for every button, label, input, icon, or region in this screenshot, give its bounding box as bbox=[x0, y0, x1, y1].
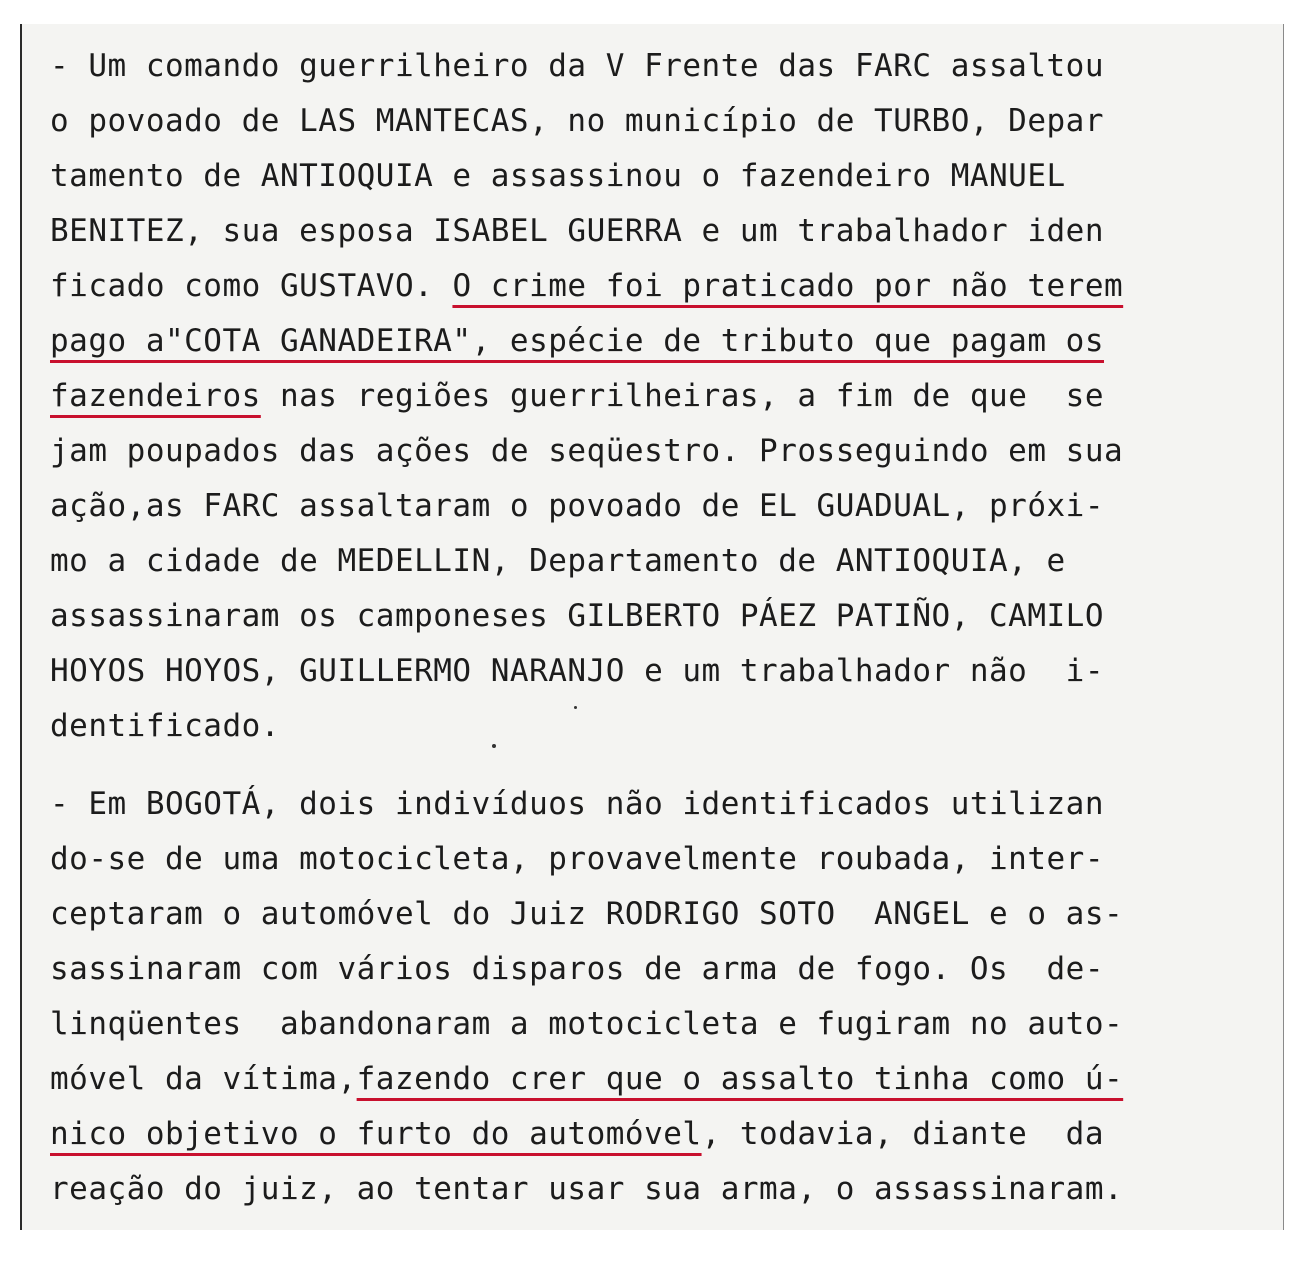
red-underline-mark: pago a"COTA GANADEIRA", espécie de tributo que pagam os bbox=[50, 323, 1104, 359]
text-line: reação do juiz, ao tentar usar sua arma, o assassinaram. bbox=[50, 1171, 1124, 1207]
text-line: - Em BOGOTÁ, dois indivíduos não identificados utilizan bbox=[50, 786, 1104, 822]
scan-speck bbox=[574, 706, 577, 709]
text-line: ceptaram o automóvel do Juiz RODRIGO SOTO ANGEL e o as- bbox=[50, 896, 1124, 932]
text-line: linqüentes abandonaram a motocicleta e fugiram no auto- bbox=[50, 1006, 1124, 1042]
text-line: jam poupados das ações de seqüestro. Prosseguindo em sua bbox=[50, 433, 1124, 469]
text-line-highlighted: fazendeiros nas regiões guerrilheiras, a fim de que se bbox=[50, 378, 1105, 414]
scan-speck bbox=[492, 744, 496, 748]
red-underline-mark: nico objetivo o furto do automóvel bbox=[50, 1116, 702, 1152]
text-line-highlighted bbox=[50, 319, 1272, 374]
text-line: tamento de ANTIOQUIA e assassinou o fazendeiro MANUEL bbox=[50, 158, 1066, 194]
red-underline-mark: fazendo crer que o assalto tinha como ú- bbox=[356, 1061, 1124, 1097]
text-line: do-se de uma motocicleta, provavelmente roubada, inter- bbox=[50, 841, 1104, 877]
text-line: BENITEZ, sua esposa ISABEL GUERRA e um trabalhador iden bbox=[50, 213, 1104, 249]
text-line: o povoado de LAS MANTECAS, no município de TURBO, Depar bbox=[50, 103, 1104, 139]
text-line: assassinaram os camponeses GILBERTO PÁEZ PATIÑO, CAMILO bbox=[50, 598, 1104, 634]
text-line-highlighted: móvel da vítima,fazendo crer que o assalto tinha como ú- bbox=[50, 1061, 1124, 1097]
red-underline-mark: fazendeiros bbox=[50, 378, 261, 414]
red-underline-mark: O crime foi praticado por não terem bbox=[452, 268, 1124, 304]
text-line-highlighted: nico objetivo o furto do automóvel, todavia, diante da bbox=[50, 1116, 1104, 1152]
document-page bbox=[20, 24, 1284, 1230]
text-line: - Um comando guerrilheiro da V Frente das FARC assaltou bbox=[50, 48, 1104, 84]
text-line: HOYOS HOYOS, GUILLERMO NARANJO e um trabalhador não i- bbox=[50, 653, 1104, 689]
text-line: sassinaram com vários disparos de arma de fogo. Os de- bbox=[50, 951, 1104, 987]
paragraph-farc-assault bbox=[50, 44, 1272, 759]
text-line: ação,as FARC assaltaram o povoado de EL GUADUAL, próxi- bbox=[50, 488, 1104, 524]
text-line: dentificado. bbox=[50, 708, 280, 744]
text-line: mo a cidade de MEDELLIN, Departamento de ANTIOQUIA, e bbox=[50, 543, 1066, 579]
text-line-highlighted: ficado como GUSTAVO. O crime foi praticado por não terem bbox=[50, 268, 1124, 304]
paragraph-bogota-judge bbox=[50, 782, 1272, 1222]
